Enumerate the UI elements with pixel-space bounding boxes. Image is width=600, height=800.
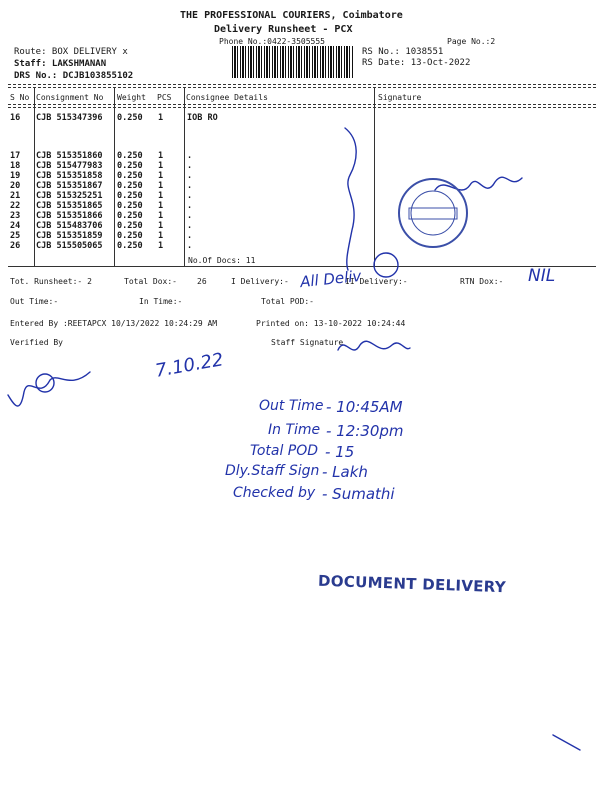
brace-stroke	[345, 128, 356, 270]
cell-consignee: .	[187, 241, 193, 251]
cell-consignee: .	[187, 161, 193, 171]
out-time-label: Out Time:-	[10, 297, 59, 306]
staff-label: Staff: LAKSHMANAN	[14, 59, 107, 69]
cell-pcs: 1	[158, 191, 164, 201]
cell-consignee: .	[187, 201, 193, 211]
office-seal	[399, 179, 467, 247]
cell-weight: 0.250	[117, 191, 143, 201]
col-header-pcs: PCS	[157, 93, 172, 102]
ii-delivery-label: II Delivery:-	[345, 277, 408, 286]
page-number: Page No.:2	[447, 37, 496, 46]
runsheet-title: Delivery Runsheet - PCX	[214, 24, 353, 35]
total-dox-label: Total Dox:-	[124, 277, 177, 286]
verified-by: Verified By	[10, 338, 63, 347]
hw-total-pod-value: - 15	[325, 443, 355, 461]
route-label: Route: BOX DELIVERY x	[14, 47, 128, 57]
cell-consignment: CJB 515347396	[36, 113, 103, 123]
hw-out-time-value: - 10:45AM	[326, 398, 403, 416]
circled-initial	[374, 253, 398, 277]
cell-weight: 0.250	[117, 201, 143, 211]
cell-sno: 22	[10, 201, 21, 211]
handwritten-date: 7.10.22	[153, 349, 226, 382]
cell-sno: 26	[10, 241, 21, 251]
col-header-sno: S No	[10, 93, 30, 102]
cell-pcs: 1	[158, 211, 164, 221]
rs-number: RS No.: 1038551	[362, 47, 444, 57]
cell-consignee: .	[187, 151, 193, 161]
verified-signature	[8, 372, 90, 406]
staff-signature	[338, 341, 410, 350]
cell-consignee: .	[187, 181, 193, 191]
in-time-label: In Time:-	[139, 297, 183, 306]
cell-pcs: 1	[158, 231, 164, 241]
total-pod-label: Total POD:-	[261, 297, 314, 306]
cell-consignment: CJB 515325251	[36, 191, 103, 201]
rs-date: RS Date: 13-Oct-2022	[362, 58, 471, 68]
cell-consignment: CJB 515351858	[36, 171, 103, 181]
cell-weight: 0.250	[117, 181, 143, 191]
cell-pcs: 1	[158, 201, 164, 211]
cell-consignment: CJB 515351867	[36, 181, 103, 191]
cell-consignee: .	[187, 171, 193, 181]
cell-pcs: 1	[158, 221, 164, 231]
cell-weight: 0.250	[117, 211, 143, 221]
cell-consignment: CJB 515351865	[36, 201, 103, 211]
tot-runsheet: Tot. Runsheet:- 2	[10, 277, 92, 286]
rtn-dox-label: RTN Dox:-	[460, 277, 504, 286]
cell-pcs: 1	[158, 181, 164, 191]
hw-in-time-label: In Time	[268, 422, 321, 438]
cell-consignee: IOB RO	[187, 113, 218, 123]
handwritten-rtn-dox: NIL	[528, 266, 556, 286]
col-header-signature: Signature	[378, 93, 422, 102]
cell-sno: 16	[10, 113, 21, 123]
cell-sno: 23	[10, 211, 21, 221]
cell-weight: 0.250	[117, 113, 143, 123]
cell-consignee: .	[187, 221, 193, 231]
cell-sno: 25	[10, 231, 21, 241]
document-delivery-stamp: DOCUMENT DELIVERY	[317, 571, 507, 597]
hw-in-time-value: - 12:30pm	[326, 422, 404, 440]
col-header-consignee: Consignee Details	[186, 93, 268, 102]
printed-on: Printed on: 13-10-2022 10:24:44	[256, 319, 406, 328]
cell-pcs: 1	[158, 161, 164, 171]
cell-consignment: CJB 515477983	[36, 161, 103, 171]
entered-by: Entered By :REETAPCX 10/13/2022 10:24:29 AM	[10, 319, 218, 328]
cell-consignment: CJB 515505065	[36, 241, 103, 251]
hw-checked-by-label: Checked by	[233, 485, 316, 501]
cell-pcs: 1	[158, 151, 164, 161]
hw-total-pod-label: Total POD	[250, 443, 319, 459]
cell-consignee: .	[187, 231, 193, 241]
i-delivery-label: I Delivery:-	[231, 277, 289, 286]
corner-tick	[553, 735, 580, 750]
cell-consignment: CJB 515351866	[36, 211, 103, 221]
cell-sno: 20	[10, 181, 21, 191]
verified-initial-circle	[36, 374, 54, 392]
col-header-consignment: Consignment No	[36, 93, 104, 102]
cell-sno: 21	[10, 191, 21, 201]
cell-sno: 19	[10, 171, 21, 181]
staff-signature-label: Staff Signature	[271, 338, 344, 347]
total-dox-value: 26	[197, 277, 207, 286]
cell-consignee: .	[187, 211, 193, 221]
no-of-docs: No.Of Docs: 11	[188, 256, 256, 265]
cell-consignment: CJB 515351860	[36, 151, 103, 161]
company-name: THE PROFESSIONAL COURIERS, Coimbatore	[180, 10, 403, 21]
cell-sno: 18	[10, 161, 21, 171]
cell-consignment: CJB 515483706	[36, 221, 103, 231]
cell-weight: 0.250	[117, 151, 143, 161]
cell-weight: 0.250	[117, 231, 143, 241]
drs-number: DRS No.: DCJB103855102	[14, 71, 134, 81]
cell-weight: 0.250	[117, 171, 143, 181]
cell-pcs: 1	[158, 241, 164, 251]
cell-weight: 0.250	[117, 241, 143, 251]
cell-pcs: 1	[158, 171, 164, 181]
hw-dly-staff-label: Dly.Staff Sign	[225, 463, 320, 479]
phone-number: Phone No.:0422-3505555	[219, 37, 325, 46]
col-header-weight: Weight	[117, 93, 146, 102]
cell-pcs: 1	[158, 113, 164, 123]
hw-checked-by-value: - Sumathi	[322, 485, 395, 503]
cell-consignee: .	[187, 191, 193, 201]
cell-consignment: CJB 515351859	[36, 231, 103, 241]
cell-weight: 0.250	[117, 221, 143, 231]
cell-sno: 24	[10, 221, 21, 231]
cell-sno: 17	[10, 151, 21, 161]
cell-weight: 0.250	[117, 161, 143, 171]
hw-out-time-label: Out Time	[259, 398, 324, 414]
hw-dly-staff-value: - Lakh	[322, 463, 368, 481]
handwritten-i-delivery: All Deliv	[299, 266, 363, 292]
